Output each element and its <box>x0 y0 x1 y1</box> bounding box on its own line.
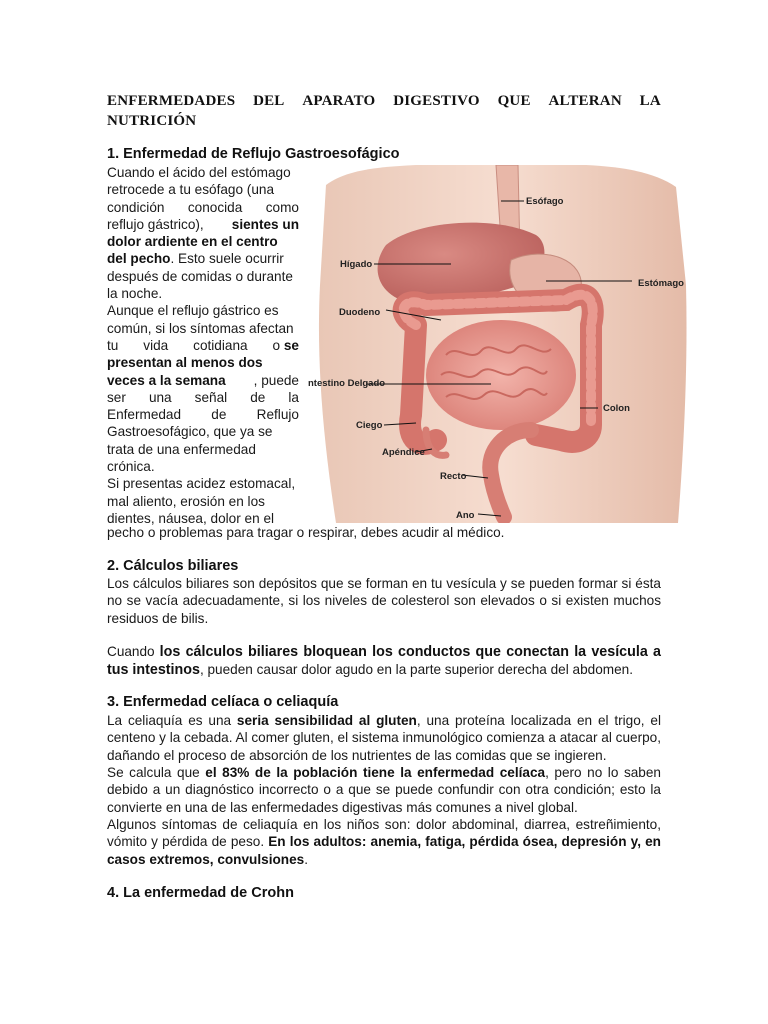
text-line: tu vida cotidiana o se <box>107 337 299 353</box>
text-line: ser una señal de la <box>107 389 299 405</box>
text-line: Cuando el ácido del estómago <box>107 165 291 180</box>
text-line: Gastroesofágico, que ya se <box>107 424 273 440</box>
text-line: después de comidas o durante <box>107 268 293 284</box>
title-word: DIGESTIVO <box>393 93 480 109</box>
section-3-paragraph-3: Algunos síntomas de celiaquía en los niños son: dolor abdominal, diarrea, estreñimiento, vómito y pérdida de peso. En los adultos: anemia, fatiga, pérdida ósea, depresión y, en casos extremos, convulsiones. <box>107 817 661 867</box>
text-line: común, si los síntomas afectan <box>107 320 294 336</box>
label-duodeno: Duodeno <box>339 307 381 318</box>
text-line: Aunque el reflujo gástrico es <box>107 303 279 319</box>
text-line: crónica. <box>107 459 155 475</box>
label-intestino-delgado: ntestino Delgado <box>308 378 386 389</box>
text-line: retrocede a tu esófago (una <box>107 182 275 198</box>
text-line: la noche. <box>107 286 163 302</box>
text-line: Enfermedad de Reflujo <box>107 407 299 423</box>
title-word: APARATO <box>302 93 376 109</box>
title-word: ENFERMEDADES <box>107 93 236 109</box>
label-esofago: Esófago <box>526 196 564 207</box>
title-line-1 <box>107 91 661 111</box>
section-1-paragraph <box>107 164 299 527</box>
section-2-heading: 2. Cálculos biliares <box>107 558 239 574</box>
text-line: mal aliento, erosión en los <box>107 493 265 509</box>
title-word: LA <box>639 93 661 109</box>
small-intestine-shape <box>426 320 576 430</box>
text-line: trata de una enfermedad <box>107 441 256 457</box>
text-line: reflujo gástrico), sientes un <box>107 216 299 232</box>
label-ciego: Ciego <box>356 420 383 431</box>
section-4-heading: 4. La enfermedad de Crohn <box>107 885 294 901</box>
label-ano: Ano <box>456 510 475 521</box>
label-recto: Recto <box>440 471 467 482</box>
section-3-paragraph-1: La celiaquía es una seria sensibilidad al gluten, una proteína localizada en el trigo, el centeno y la cebada. Al comer gluten, el sistema inmunológico comienza a atacar al cuerpo, dañando el proceso de absorción de los nutrientes de las comidas que se ingieren. <box>107 713 661 763</box>
digestive-system-illustration <box>306 165 692 523</box>
text-line: dientes, náusea, dolor en el <box>107 510 275 526</box>
section-1-last-line: pecho o problemas para tragar o respirar, debes acudir al médico. <box>107 525 505 540</box>
title-word: QUE <box>497 93 531 109</box>
text-line: presentan al menos dos <box>107 355 263 371</box>
text-line: condición conocida como <box>107 199 299 215</box>
section-2-paragraph-1: Los cálculos biliares son depósitos que se forman en tu vesícula y se pueden formar si ésta no se vacía adecuadamente, si los niveles de colesterol son elevados o si existen muchos residuos de bilis. <box>107 576 661 626</box>
text-line: Si presentas acidez estomacal, <box>107 476 296 492</box>
text-line: del pecho. Esto suele ocurrir <box>107 251 284 267</box>
label-colon: Colon <box>603 403 630 414</box>
title-line-2: NUTRICIÓN <box>107 113 197 129</box>
label-apendice: Apéndice <box>382 447 425 458</box>
section-1-heading: 1. Enfermedad de Reflujo Gastroesofágico <box>107 146 400 162</box>
label-estomago: Estómago <box>638 278 684 289</box>
label-higado: Hígado <box>340 259 373 270</box>
title-word: ALTERAN <box>548 93 622 109</box>
section-3-paragraph-2: Se calcula que el 83% de la población tiene la enfermedad celíaca, pero no lo saben debido a un diagnóstico incorrecto o a que se puede confundir con otra condición; esto la convierte en una de las enfermedades digestivas más comunes a nivel global. <box>107 765 661 815</box>
title-word: DEL <box>253 93 285 109</box>
document-title <box>107 91 661 131</box>
anatomy-svg <box>306 165 692 523</box>
text-line: dolor ardiente en el centro <box>107 234 278 250</box>
text-line: veces a la semana , puede <box>107 372 299 388</box>
section-3-heading: 3. Enfermedad celíaca o celiaquía <box>107 694 339 710</box>
section-2-paragraph-2: Cuando los cálculos biliares bloquean los conductos que conectan la vesícula a tus intestinos, pueden causar dolor agudo en la parte superior derecha del abdomen. <box>107 644 661 679</box>
